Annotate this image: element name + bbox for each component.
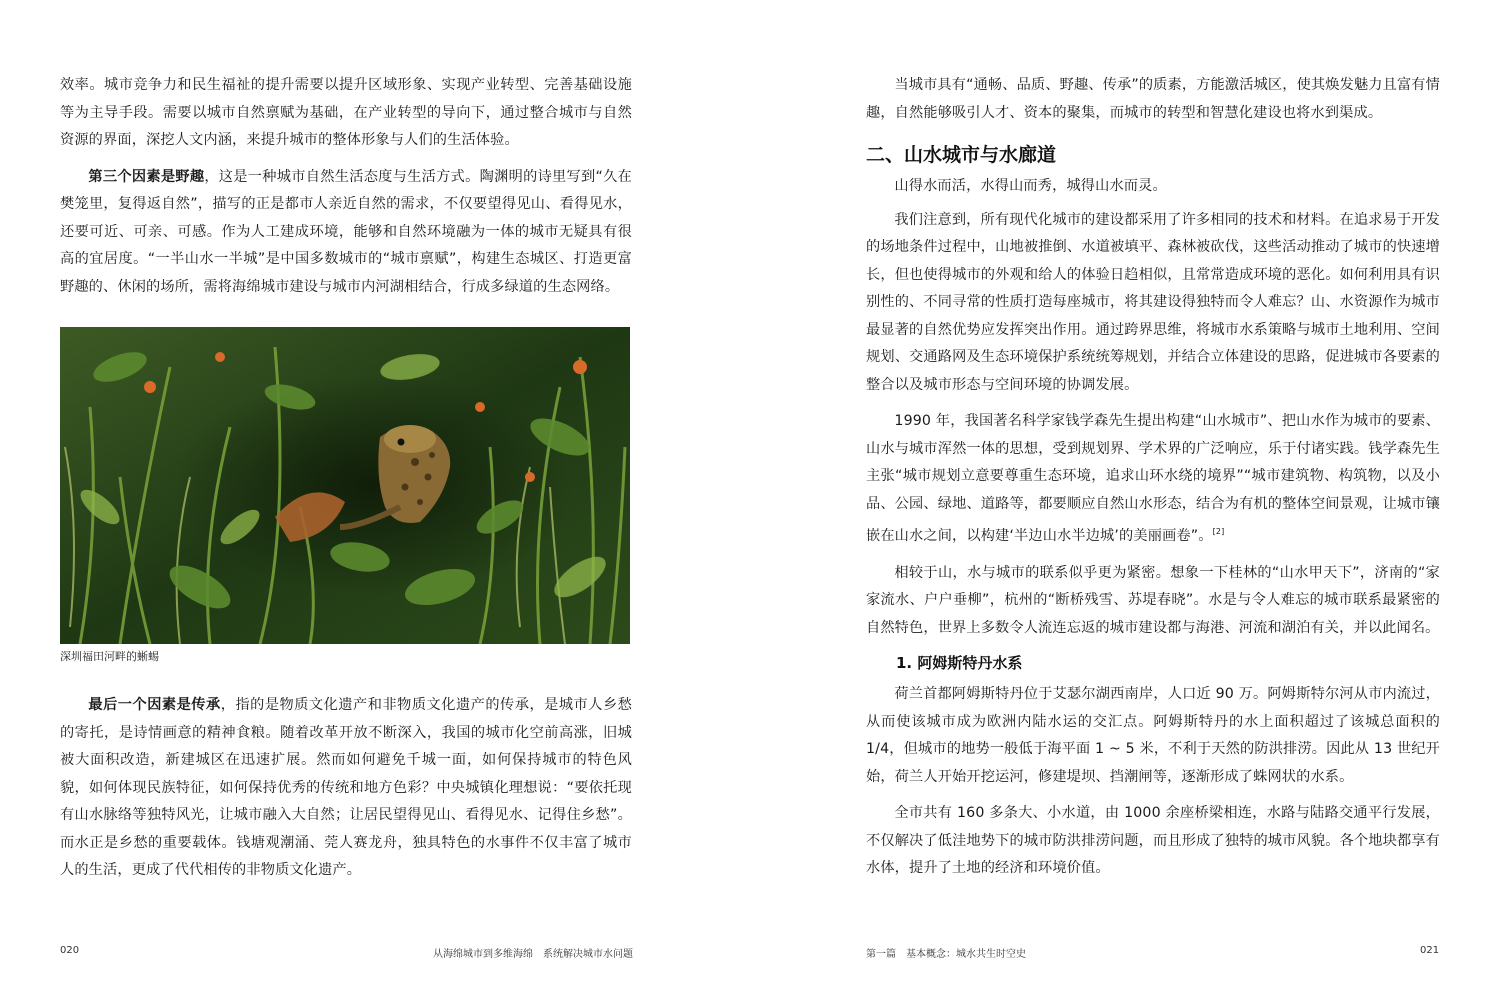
left-paragraph-1: 效率。城市竞争力和民生福祉的提升需要以提升区域形象、实现产业转型、完善基础设施等为主导手段。需要以城市自然禀赋为基础，在产业转型的导向下，通过整合城市与自然资源的界面，深挖人文内涵，来提升城市的整体形象与人们的生活体验。	[60, 77, 632, 148]
right-page-number: 021	[1420, 945, 1440, 956]
left-paragraph-3-lead: 最后一个因素是传承	[88, 697, 221, 713]
subsection-heading: 1. 阿姆斯特丹水系	[896, 654, 1023, 672]
section-heading: 二、山水城市与水廊道	[866, 144, 1057, 166]
left-paragraph-2-body: ，这是一种城市自然生活态度与生活方式。陶渊明的诗里写到“久在樊笼里，复得返自然”，描写的正是都市人亲近自然的需求，不仅要望得见山、看得见水，还要可近、可亲、可感。作为人工建成环境，能够和自然环境融为一体的城市无疑具有很高的宜居度。“一半山水一半城”是中国多数城市的“城市禀赋”，构建生态城区、打造更富野趣的、休闲的场所，需将海绵城市建设与城市内河湖相结合，行成多绿道的生态网络。	[60, 168, 632, 295]
left-page-number: 020	[60, 945, 80, 956]
left-paragraph-2-lead: 第三个因素是野趣	[88, 168, 205, 185]
left-text-bottom	[60, 692, 632, 885]
right-paragraph-7: 全市共有 160 多条大、小水道，由 1000 余座桥梁相连，水路与陆路交通平行发展，不仅解决了低洼地势下的城市防洪排涝问题，而且形成了独特的城市风貌。各个地块都享有水体，提升了土地的经济和环境价值。	[866, 805, 1440, 876]
left-page	[0, 0, 748, 1004]
lizard-photo-illustration	[60, 327, 630, 644]
footnote-marker[interactable]: [2]	[1212, 527, 1225, 536]
right-paragraph-3: 我们注意到，所有现代化城市的建设都采用了许多相同的技术和材料。在追求易于开发的场地条件过程中，山地被推倒、水道被填平、森林被砍伐，这些活动推动了城市的快速增长，但也使得城市的外观和给人的体验日趋相似，且常常造成环境的恶化。如何利用具有识别性的、不同寻常的性质打造每座城市，将其建设得独特而令人难忘？山、水资源作为城市最显著的自然优势应发挥突出作用。通过跨界思维，将城市水系策略与城市土地利用、空间规划、交通路网及生态环境保护系统统筹规划，并结合立体建设的思路，促进城市各要素的整合以及城市形态与空间环境的协调发展。	[866, 211, 1440, 393]
right-paragraph-2: 山得水而活，水得山而秀，城得山水而灵。	[894, 178, 1167, 194]
left-paragraph-3	[60, 692, 632, 885]
right-page	[748, 0, 1497, 1004]
left-text-top	[60, 72, 632, 301]
right-paragraph-4-body: 1990 年，我国著名科学家钱学森先生提出构建“山水城市”、把山水作为城市的要素、山水与城市浑然一体的思想，受到规划界、学术界的广泛响应，乐于付诸实践。钱学森先生主张“城市规划立意要尊重生态环境，追求山环水绕的境界”“城市建筑物、构筑物，以及小品、公园、绿地、道路等，都要顺应自然山水形态，结合为有机的整体空间景观，让城市镶嵌在山水之间，以构建‘半边山水半边城’的美丽画卷”。	[866, 413, 1440, 544]
right-running-title: 第一篇 基本概念：城水共生时空史	[866, 949, 1026, 960]
left-paragraph-2	[60, 164, 632, 302]
right-paragraph-4	[866, 408, 1440, 551]
photo-caption: 深圳福田河畔的蜥蜴	[60, 650, 159, 663]
right-paragraph-5: 相较于山，水与城市的联系似乎更为紧密。想象一下桂林的“山水甲天下”，济南的“家家流水、户户垂柳”，杭州的“断桥残雪、苏堤春晓”。水是与令人难忘的城市联系最紧密的自然特色，世界上多数令人流连忘返的城市建设都与海港、河流和湖泊有关，并以此闻名。	[866, 564, 1440, 636]
left-running-title: 从海绵城市到多维海绵 系统解决城市水问题	[433, 949, 633, 960]
right-paragraph-1: 当城市具有“通畅、品质、野趣、传承”的质素，方能激活城区，使其焕发魅力且富有情趣，自然能够吸引人才、资本的聚集，而城市的转型和智慧化建设也将水到渠成。	[866, 77, 1440, 121]
right-paragraph-6: 荷兰首都阿姆斯特丹位于艾瑟尔湖西南岸，人口近 90 万。阿姆斯特尔河从市内流过，从而使该城市成为欧洲内陆水运的交汇点。阿姆斯特丹的水上面积超过了该城总面积的 1/4，但城市的地势一般低于海平面 1 ~ 5 米，不利于天然的防洪排涝。因此从 13 世纪开始，荷兰人开始开挖运河，修建堤坝、挡潮闸等，逐渐形成了蛛网状的水系。	[866, 686, 1440, 785]
lizard-photo	[60, 327, 630, 644]
right-text-column	[866, 72, 1440, 883]
left-paragraph-3-body: ，指的是物质文化遗产和非物质文化遗产的传承，是城市人乡愁的寄托，是诗情画意的精神食粮。随着改革开放不断深入，我国的城市化空前高涨，旧城被大面积改造，新建城区在迅速扩展。然而如何避免千城一面，如何保持城市的特色风貌，如何体现民族特征，如何保持优秀的传统和地方色彩？中央城镇化理想说：“要依托现有山水脉络等独特风光，让城市融入大自然；让居民望得见山、看得见水、记得住乡愁”。而水正是乡愁的重要载体。钱塘观潮涌、莞人赛龙舟，独具特色的水事件不仅丰富了城市人的生活，更成了代代相传的非物质文化遗产。	[60, 697, 633, 878]
